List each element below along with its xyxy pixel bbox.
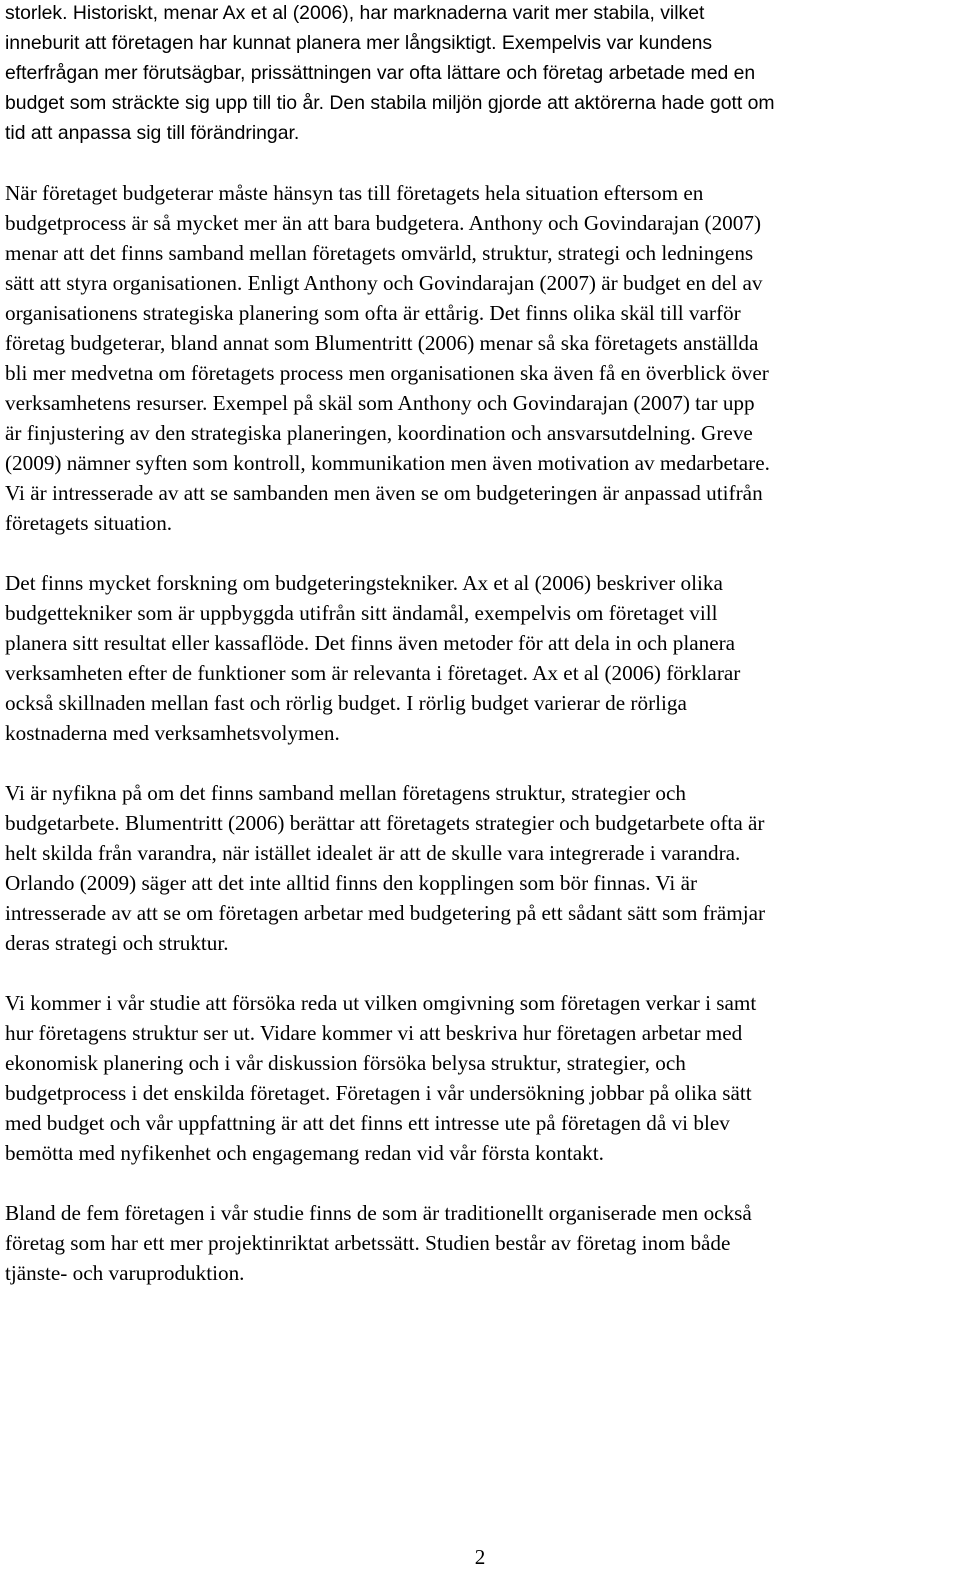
paragraph-study-companies <box>5 1198 957 1288</box>
text-line: Bland de fem företagen i vår studie finns de som är traditionellt organiserade men också <box>5 1201 752 1225</box>
paragraph-strategy-link <box>5 778 957 958</box>
text-line: budgetprocess i det enskilda företaget. Företagen i vår undersökning jobbar på olika sätt <box>5 1081 752 1105</box>
text-line: planera sitt resultat eller kassaflöde. Det finns även metoder för att dela in och planera <box>5 631 736 655</box>
text-line: Orlando (2009) säger att det inte alltid finns den kopplingen som bör finnas. Vi är <box>5 871 698 895</box>
text-line: Vi kommer i vår studie att försöka reda ut vilken omgivning som företagen verkar i samt <box>5 991 757 1015</box>
text-line: helt skilda från varandra, när istället idealet är att de skulle vara integrerade i varandra. <box>5 841 741 865</box>
text-line: efterfrågan mer förutsägbar, prissättningen var ofta lättare och företag arbetade med en <box>5 62 756 84</box>
text-line: intresserade av att se om företagen arbetar med budgetering på ett sådant sätt som främjar <box>5 901 766 925</box>
text-line: budgetarbete. Blumentritt (2006) berättar att företagets strategier och budgetarbete ofta är <box>5 811 765 835</box>
text-line: med budget och vår uppfattning är att det finns ett intresse ute på företagen då vi blev <box>5 1111 730 1135</box>
text-line: Vi är nyfikna på om det finns samband mellan företagens struktur, strategier och <box>5 781 686 805</box>
paragraph-market-stability <box>5 0 957 148</box>
text-line: verksamheten efter de funktioner som är relevanta i företaget. Ax et al (2006) förklarar <box>5 661 741 685</box>
text-line: också skillnaden mellan fast och rörlig budget. I rörlig budget varierar de rörliga <box>5 691 687 715</box>
text-line: inneburit att företagen har kunnat planera mer långsiktigt. Exempelvis var kundens <box>5 32 713 54</box>
text-line: budgettekniker som är uppbyggda utifrån sitt ändamål, exempelvis om företaget vill <box>5 601 718 625</box>
text-line: företag budgeterar, bland annat som Blumentritt (2006) menar så ska företagets anställda <box>5 331 759 355</box>
text-line: storlek. Historiskt, menar Ax et al (2006), har marknaderna varit mer stabila, vilket <box>5 2 705 24</box>
text-line: menar att det finns samband mellan företagets omvärld, struktur, strategi och ledningens <box>5 241 754 265</box>
text-line: är finjustering av den strategiska planeringen, koordination och ansvarsutdelning. Greve <box>5 421 753 445</box>
text-line: kostnaderna med verksamhetsvolymen. <box>5 721 340 745</box>
text-line: (2009) nämner syften som kontroll, kommunikation men även motivation av medarbetare. <box>5 451 770 475</box>
text-line: hur företagens struktur ser ut. Vidare kommer vi att beskriva hur företagen arbetar med <box>5 1021 743 1045</box>
text-line: Det finns mycket forskning om budgeteringstekniker. Ax et al (2006) beskriver olika <box>5 571 723 595</box>
paragraph-budget-process <box>5 178 957 538</box>
text-line: organisationens strategiska planering som ofta är ettårig. Det finns olika skäl till varför <box>5 301 741 325</box>
paragraph-budget-techniques <box>5 568 957 748</box>
text-line: ekonomisk planering och i vår diskussion försöka belysa struktur, strategier, och <box>5 1051 686 1075</box>
text-line: Vi är intresserade av att se sambanden men även se om budgeteringen är anpassad utifrån <box>5 481 763 505</box>
text-line: tjänste- och varuproduktion. <box>5 1261 245 1285</box>
text-line: budget som sträckte sig upp till tio år. Den stabila miljön gjorde att aktörerna hade gott om <box>5 92 775 114</box>
text-line: bemötta med nyfikenhet och engagemang redan vid vår första kontakt. <box>5 1141 604 1165</box>
page-number: 2 <box>474 1545 486 1569</box>
text-line: företagets situation. <box>5 511 173 535</box>
text-line: bli mer medvetna om företagets process men organisationen ska även få en överblick över <box>5 361 769 385</box>
text-line: tid att anpassa sig till förändringar. <box>5 122 300 144</box>
text-line: sätt att styra organisationen. Enligt Anthony och Govindarajan (2007) är budget en del av <box>5 271 763 295</box>
paragraph-study-aim <box>5 988 957 1168</box>
text-line: När företaget budgeterar måste hänsyn tas till företagets hela situation eftersom en <box>5 181 704 205</box>
text-line: budgetprocess är så mycket mer än att bara budgetera. Anthony och Govindarajan (2007) <box>5 211 762 235</box>
document-body <box>5 0 957 1318</box>
text-line: företag som har ett mer projektinriktat arbetssätt. Studien består av företag inom både <box>5 1231 731 1255</box>
text-line: verksamhetens resurser. Exempel på skäl som Anthony och Govindarajan (2007) tar upp <box>5 391 755 415</box>
text-line: deras strategi och struktur. <box>5 931 229 955</box>
